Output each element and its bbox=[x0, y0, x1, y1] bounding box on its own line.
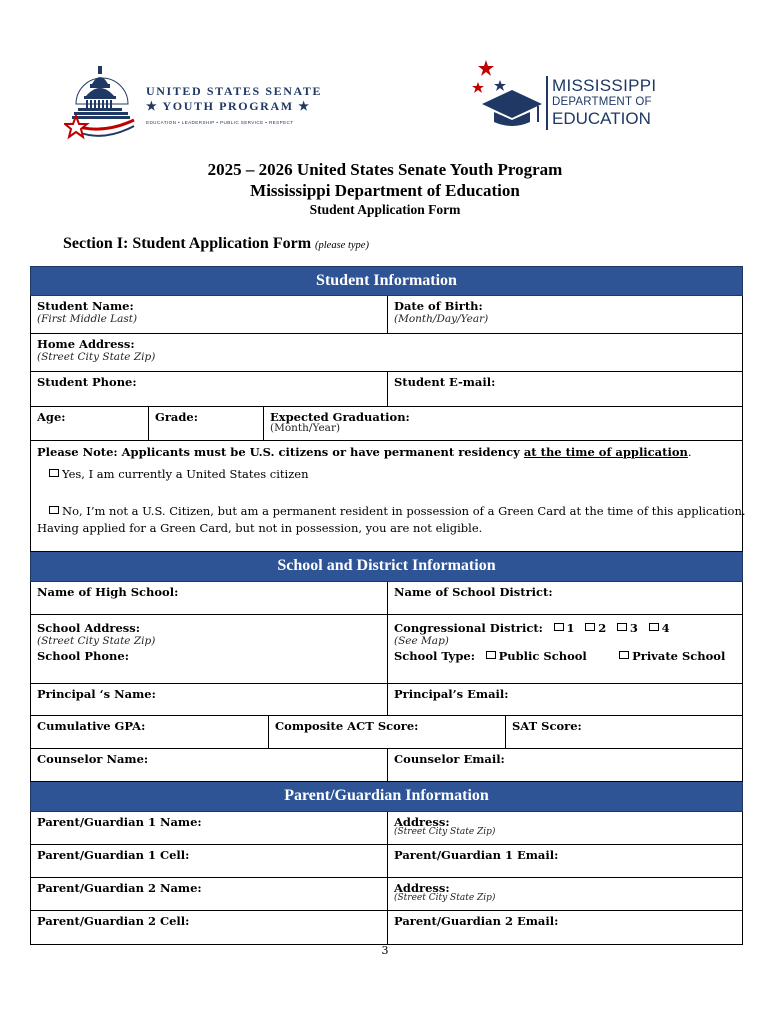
congressional-district-label: Congressional District: bbox=[394, 621, 543, 635]
principal-email-label: Principal’s Email: bbox=[394, 687, 509, 701]
parent1-address-label: Address: bbox=[394, 815, 450, 829]
parent2-email-label: Parent/Guardian 2 Email: bbox=[394, 914, 559, 928]
form-row bbox=[30, 582, 743, 615]
dob-label: Date of Birth: bbox=[394, 299, 483, 313]
school-type-public: Public School bbox=[498, 649, 587, 663]
form-row bbox=[30, 615, 743, 683]
form-row bbox=[30, 407, 743, 441]
page-number: 3 bbox=[381, 944, 389, 957]
parent2-cell-field[interactable] bbox=[31, 911, 387, 944]
senate-youth-program-logo bbox=[64, 62, 323, 148]
district-option: 3 bbox=[629, 621, 638, 635]
logo-text-department: DEPARTMENT OF bbox=[552, 96, 652, 108]
school-address-label[interactable]: School Address: bbox=[37, 621, 140, 635]
citizenship-note-period: . bbox=[687, 445, 692, 459]
document-form-name: Student Application Form bbox=[309, 202, 461, 217]
expected-graduation-label: Expected Graduation: bbox=[270, 410, 410, 424]
document-subtitle: Mississippi Department of Education bbox=[250, 181, 520, 200]
home-address-field[interactable] bbox=[31, 334, 742, 371]
home-address-label: Home Address: bbox=[37, 337, 135, 351]
student-phone-field[interactable] bbox=[31, 372, 387, 406]
parent2-address-hint: (Street City State Zip) bbox=[394, 893, 496, 903]
district-type-cell bbox=[387, 615, 742, 683]
logo-tagline: EDUCATION • LEADERSHIP • PUBLIC SERVICE • RESPECT bbox=[146, 120, 294, 125]
capitol-icon bbox=[64, 62, 144, 148]
district-option: 2 bbox=[598, 621, 607, 635]
parent-info-band: Parent/Guardian Information bbox=[30, 782, 743, 812]
parent2-address-label: Address: bbox=[394, 881, 450, 895]
checkbox[interactable] bbox=[585, 623, 595, 631]
district-option: 1 bbox=[566, 621, 575, 635]
citizenship-note bbox=[37, 444, 746, 461]
parent2-email-field[interactable] bbox=[387, 911, 742, 944]
form-row bbox=[30, 334, 743, 372]
form-row bbox=[30, 878, 743, 911]
logo-text-youth-program: ★ YOUTH PROGRAM ★ bbox=[146, 99, 311, 113]
application-form bbox=[30, 266, 746, 945]
form-row bbox=[30, 812, 743, 845]
parent2-address-field[interactable] bbox=[387, 878, 742, 910]
high-school-label: Name of High School: bbox=[37, 585, 179, 599]
logo-text-education: EDUCATION bbox=[552, 109, 651, 128]
citizenship-section bbox=[31, 441, 752, 551]
parent1-cell-field[interactable] bbox=[31, 845, 387, 877]
counselor-email-field[interactable] bbox=[387, 749, 742, 781]
school-info-band: School and District Information bbox=[30, 552, 743, 582]
section-heading-text: Section I: Student Application Form bbox=[63, 235, 312, 252]
act-score-label: Composite ACT Score: bbox=[275, 719, 419, 733]
school-district-field[interactable] bbox=[387, 582, 742, 614]
parent1-name-label: Parent/Guardian 1 Name: bbox=[37, 815, 202, 829]
dob-field[interactable] bbox=[387, 296, 742, 333]
home-address-hint: (Street City State Zip) bbox=[37, 351, 156, 363]
citizenship-row bbox=[30, 441, 746, 552]
congressional-district-field bbox=[394, 621, 736, 635]
checkbox[interactable] bbox=[486, 651, 496, 659]
grade-label: Grade: bbox=[155, 410, 198, 424]
student-phone-label: Student Phone: bbox=[37, 375, 137, 389]
logo-text-senate: UNITED STATES SENATE bbox=[146, 84, 323, 98]
age-label: Age: bbox=[37, 410, 66, 424]
gpa-label: Cumulative GPA: bbox=[37, 719, 146, 733]
counselor-email-label: Counselor Email: bbox=[394, 752, 505, 766]
parent1-email-label: Parent/Guardian 1 Email: bbox=[394, 848, 559, 862]
section-heading-note: (please type) bbox=[315, 240, 369, 251]
counselor-name-label: Counselor Name: bbox=[37, 752, 149, 766]
expected-graduation-hint: (Month/Year) bbox=[270, 422, 341, 434]
congressional-district-hint: (See Map) bbox=[394, 635, 449, 647]
form-row bbox=[30, 716, 743, 749]
parent2-name-label: Parent/Guardian 2 Name: bbox=[37, 881, 202, 895]
checkbox[interactable] bbox=[619, 651, 629, 659]
school-address-hint: (Street City State Zip) bbox=[37, 635, 156, 647]
checkbox[interactable] bbox=[554, 623, 564, 631]
gpa-field[interactable] bbox=[31, 716, 268, 748]
checkbox[interactable] bbox=[617, 623, 627, 631]
high-school-field[interactable] bbox=[31, 582, 387, 614]
principal-name-label: Principal ‘s Name: bbox=[37, 687, 156, 701]
citizen-yes-label: Yes, I am currently a United States citizen bbox=[62, 467, 309, 481]
citizen-no-label: No, I’m not a U.S. Citizen, but am a permanent resident in possession of a Green Card at the time of this application. bbox=[62, 504, 746, 518]
form-row bbox=[30, 749, 743, 782]
parent1-address-hint: (Street City State Zip) bbox=[394, 827, 496, 837]
grade-field[interactable] bbox=[148, 407, 263, 440]
logo-divider bbox=[546, 76, 548, 130]
dob-hint: (Month/Day/Year) bbox=[394, 313, 489, 325]
sat-score-label: SAT Score: bbox=[512, 719, 582, 733]
section-heading bbox=[63, 235, 369, 253]
graduation-cap-icon bbox=[472, 58, 544, 134]
parent1-address-field[interactable] bbox=[387, 812, 742, 844]
school-type-label: School Type: bbox=[394, 649, 475, 663]
sat-score-field[interactable] bbox=[505, 716, 742, 748]
document-title: 2025 – 2026 United States Senate Youth Program bbox=[207, 160, 563, 179]
student-name-label: Student Name: bbox=[37, 299, 134, 313]
citizen-no-option[interactable] bbox=[37, 503, 746, 520]
school-address-phone-cell bbox=[31, 615, 387, 683]
checkbox[interactable] bbox=[49, 506, 59, 514]
parent1-email-field[interactable] bbox=[387, 845, 742, 877]
district-option: 4 bbox=[661, 621, 670, 635]
student-email-label: Student E-mail: bbox=[394, 375, 496, 389]
student-info-band: Student Information bbox=[30, 266, 743, 296]
form-row bbox=[30, 845, 743, 878]
citizen-ineligible-note: Having applied for a Green Card, but not in possession, you are not eligible. bbox=[37, 521, 483, 535]
principal-email-field[interactable] bbox=[387, 684, 742, 715]
checkbox[interactable] bbox=[649, 623, 659, 631]
citizenship-note-text: Please Note: Applicants must be U.S. citizens or have permanent residency bbox=[37, 445, 524, 459]
expected-graduation-field[interactable] bbox=[263, 407, 742, 440]
age-field[interactable] bbox=[31, 407, 148, 440]
student-name-field[interactable] bbox=[31, 296, 387, 333]
logo-text-mississippi: MISSISSIPPI bbox=[552, 76, 657, 95]
school-district-label: Name of School District: bbox=[394, 585, 553, 599]
school-type-field bbox=[394, 649, 736, 663]
form-row bbox=[30, 683, 743, 716]
parent1-cell-label: Parent/Guardian 1 Cell: bbox=[37, 848, 190, 862]
student-email-field[interactable] bbox=[387, 372, 742, 406]
school-phone-label[interactable]: School Phone: bbox=[37, 649, 129, 663]
checkbox[interactable] bbox=[49, 469, 59, 477]
student-name-hint: (First Middle Last) bbox=[37, 313, 138, 325]
form-row bbox=[30, 296, 743, 334]
parent2-cell-label: Parent/Guardian 2 Cell: bbox=[37, 914, 190, 928]
principal-name-field[interactable] bbox=[31, 684, 387, 715]
parent1-name-field[interactable] bbox=[31, 812, 387, 844]
form-row bbox=[30, 911, 743, 945]
act-score-field[interactable] bbox=[268, 716, 505, 748]
school-type-private: Private School bbox=[632, 649, 726, 663]
form-row bbox=[30, 372, 743, 407]
citizenship-note-emphasis: at the time of application bbox=[523, 445, 688, 459]
counselor-name-field[interactable] bbox=[31, 749, 387, 781]
citizen-yes-option[interactable] bbox=[37, 466, 746, 483]
parent2-name-field[interactable] bbox=[31, 878, 387, 910]
mde-logo bbox=[472, 58, 672, 134]
